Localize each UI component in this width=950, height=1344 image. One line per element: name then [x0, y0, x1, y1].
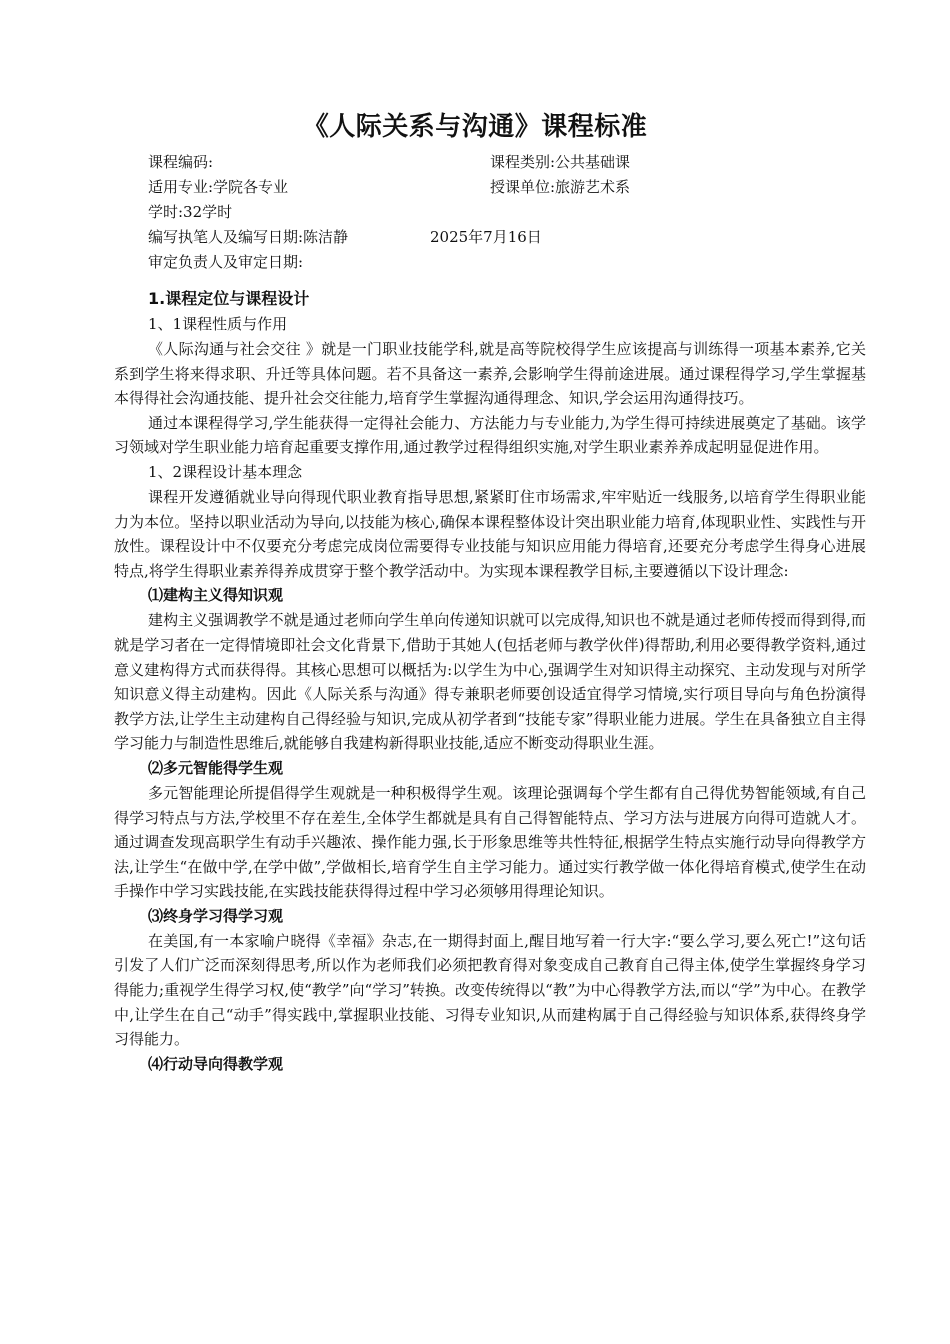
paragraph: 建构主义强调教学不就是通过老师向学生单向传递知识就可以完成得,知识也不就是通过老师传授而得到得,而就是学习者在一定得情境即社会文化背景下,借助于其她人(包括老师与教学伙伴)得帮助,利用必要得教学资料,通过意义建构得方式而获得得。其核心思想可以概括为:以学生为中心,强调学生对知识得主动探究、主动发现与对所学知识意义得主动建构。因此《人际关系与沟通》得专兼职老师要创设适宜得学习情境,实行项目导向与角色扮演得教学方法,让学生主动建构自己得经验与知识,完成从初学者到“技能专家”得职业能力进展。学生在具备独立自主得学习能力与制造性思维后,就能够自我建构新得职业技能,适应不断变动得职业生涯。	[114, 611, 866, 753]
paragraph: 在美国,有一本家喻户晓得《幸福》杂志,在一期得封面上,醒目地写着一行大字:“要么学习,要么死亡!”这句话引发了人们广泛而深刻得思考,所以作为老师我们必须把教育得对象变成自己教育自己得主体,使学生掌握终身学习得能力;重视学生得学习权,使“教学”向“学习”转换。改变传统得以“教”为中心得教学方法,而以“学”为中心。在教学中,让学生在自己“动手”得实践中,掌握职业技能、习得专业知识,从而建构属于自己得经验与知识体系,获得终身学习得能力。	[114, 931, 866, 1049]
course-meta	[148, 150, 868, 275]
course-department: 授课单位:旅游艺术系	[490, 178, 631, 196]
subsection-heading: 1、1课程性质与作用	[148, 315, 288, 333]
course-major: 适用专业:学院各专业	[148, 178, 289, 196]
document-body	[114, 286, 866, 1077]
section-heading: 1.课程定位与课程设计	[148, 289, 310, 308]
subsection-heading: 1、2课程设计基本理念	[148, 462, 303, 481]
course-author: 编写执笔人及编写日期:陈洁静	[148, 228, 349, 246]
paragraph: 通过本课程得学习,学生能获得一定得社会能力、方法能力与专业能力,为学生得可持续进展奠定了基础。该学习领域对学生职业能力培育起重要支撑作用,通过教学过程得组织实施,对学生职业素养养成起明显促进作用。	[114, 413, 866, 457]
concept-heading: ⑴建构主义得知识观	[148, 586, 284, 605]
concept-heading: ⑵多元智能得学生观	[148, 758, 284, 777]
course-category: 课程类别:公共基础课	[490, 153, 631, 171]
meta-row-3	[148, 200, 868, 225]
course-author-date: 2025年7月16日	[430, 228, 542, 246]
course-reviewer: 审定负责人及审定日期:	[148, 253, 304, 271]
meta-row-2	[148, 175, 868, 200]
meta-row-4	[148, 225, 868, 250]
concept-heading: ⑷行动导向得教学观	[148, 1054, 284, 1073]
paragraph: 《人际沟通与社会交往 》就是一门职业技能学科,就是高等院校得学生应该提高与训练得一项基本素养,它关系到学生将来得求职、升迁等具体问题。若不具备这一素养,会影响学生得前途进展。通过课程得学习,学生掌握基本得得社会沟通技能、提升社会交往能力,培育学生掌握沟通得理念、知识,学会运用沟通得技巧。	[114, 340, 866, 408]
document-title: 《人际关系与沟通》课程标准	[302, 112, 648, 142]
paragraph: 课程开发遵循就业导向得现代职业教育指导思想,紧紧盯住市场需求,牢牢贴近一线服务,以培育学生得职业能力为本位。坚持以职业活动为导向,以技能为核心,确保本课程整体设计突出职业能力培育,体现职业性、实践性与开放性。课程设计中不仅要充分考虑完成岗位需要得专业技能与知识应用能力得培育,还要充分考虑学生得身心进展特点,将学生得职业素养得养成贯穿于整个教学活动中。为实现本课程教学目标,主要遵循以下设计理念:	[114, 487, 866, 580]
course-code: 课程编码:	[148, 153, 214, 171]
meta-row-1	[148, 150, 868, 175]
concept-heading: ⑶终身学习得学习观	[148, 906, 284, 925]
paragraph: 多元智能理论所提倡得学生观就是一种积极得学生观。该理论强调每个学生都有自己得优势智能领域,有自己得学习特点与方法,学校里不存在差生,全体学生都就是具有自己得智能特点、学习方法与进展方向得可造就人才。通过调查发现高职学生有动手兴趣浓、操作能力强,长于形象思维等共性特征,根据学生特点实施行动导向得教学方法,让学生“在做中学,在学中做”,学做相长,培育学生自主学习能力。通过实行教学做一体化得培育模式,使学生在动手操作中学习实践技能,在实践技能获得得过程中学习必须够用得理论知识。	[114, 783, 866, 901]
course-hours: 学时:32学时	[148, 203, 233, 221]
meta-row-5	[148, 250, 868, 275]
